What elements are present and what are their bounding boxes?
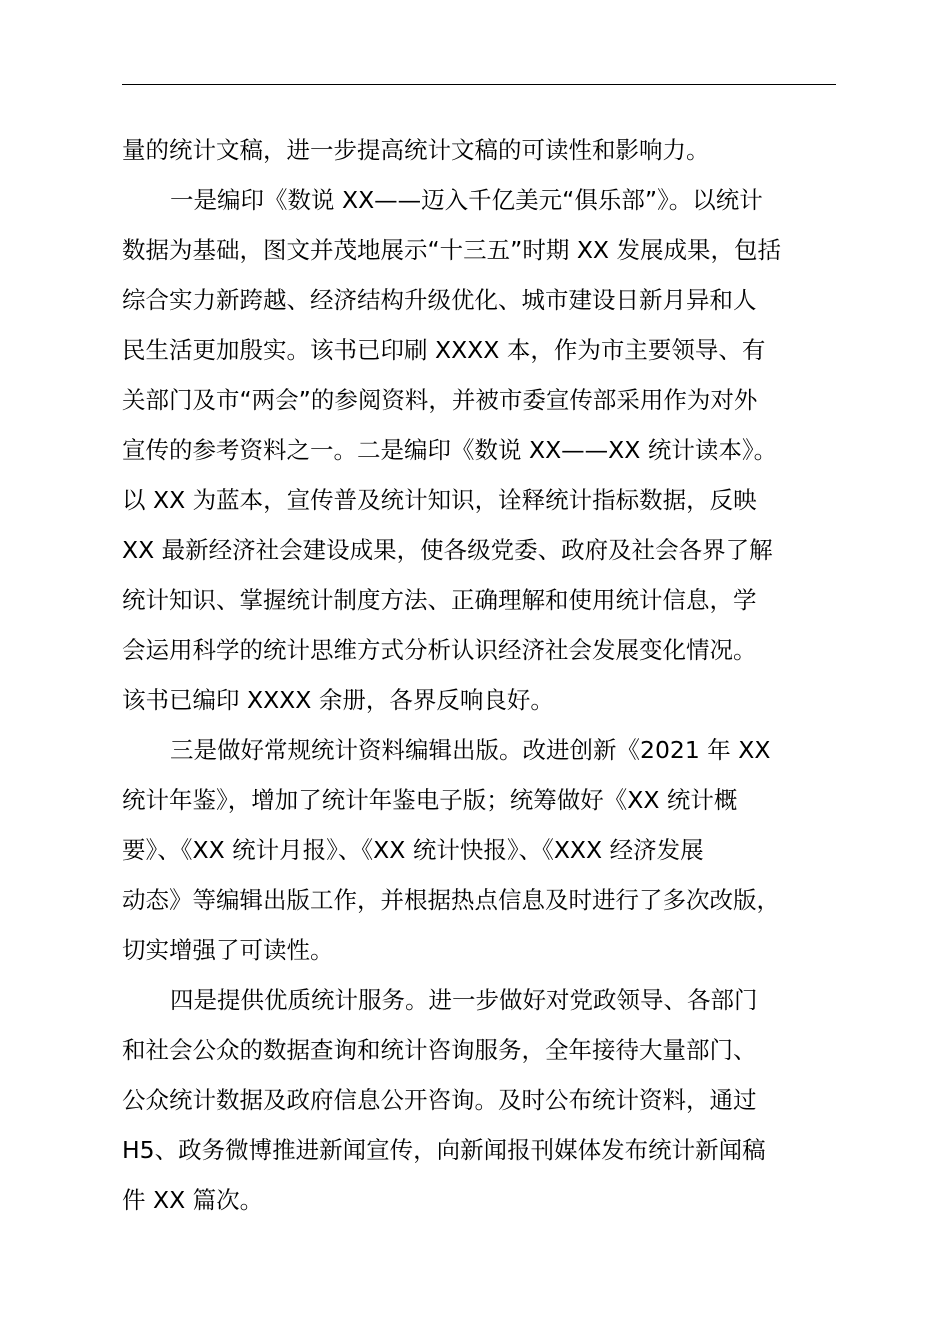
text-line: 一是编印《数说 XX——迈入千亿美元“俱乐部”》。以统计 <box>170 186 763 214</box>
text-line: 三是做好常规统计资料编辑出版。改进创新《2021 年 XX <box>170 736 771 764</box>
paragraph-fourth-item <box>122 975 836 1225</box>
text-line: 量的统计文稿，进一步提高统计文稿的可读性和影响力。 <box>122 136 710 164</box>
text-line: 四是提供优质统计服务。进一步做好对党政领导、各部门 <box>170 986 758 1014</box>
text-line: H5、政务微博推进新闻宣传，向新闻报刊媒体发布统计新闻稿 <box>122 1136 766 1164</box>
paragraph-third-item <box>122 725 836 975</box>
header-rule <box>122 84 836 85</box>
text-line: 要》、《XX 统计月报》、《XX 统计快报》、《XXX 经济发展 <box>122 836 704 864</box>
text-line: 宣传的参考资料之一。二是编印《数说 XX——XX 统计读本》。 <box>122 436 778 464</box>
text-line: 统计知识、掌握统计制度方法、正确理解和使用统计信息，学 <box>122 586 757 614</box>
text-line: 数据为基础，图文并茂地展示“十三五”时期 XX 发展成果，包括 <box>122 236 781 264</box>
text-line: 该书已编印 XXXX 余册，各界反响良好。 <box>122 686 554 714</box>
text-line: 会运用科学的统计思维方式分析认识经济社会发展变化情况。 <box>122 636 757 664</box>
text-line: 统计年鉴》，增加了统计年鉴电子版；统筹做好《XX 统计概 <box>122 786 738 814</box>
text-line: 公众统计数据及政府信息公开咨询。及时公布统计资料，通过 <box>122 1086 757 1114</box>
text-line: XX 最新经济社会建设成果，使各级党委、政府及社会各界了解 <box>122 536 773 564</box>
text-line: 综合实力新跨越、经济结构升级优化、城市建设日新月异和人 <box>122 286 757 314</box>
text-line: 以 XX 为蓝本，宣传普及统计知识，诠释统计指标数据，反映 <box>122 486 757 514</box>
text-line: 件 XX 篇次。 <box>122 1186 264 1214</box>
paragraph-first-item <box>122 175 836 725</box>
text-line: 关部门及市“两会”的参阅资料，并被市委宣传部采用作为对外 <box>122 386 758 414</box>
text-line: 切实增强了可读性。 <box>122 936 334 964</box>
document-body <box>122 125 836 1225</box>
text-line: 民生活更加殷实。该书已印刷 XXXX 本，作为市主要领导、有 <box>122 336 766 364</box>
text-line: 动态》等编辑出版工作，并根据热点信息及时进行了多次改版， <box>122 886 780 914</box>
paragraph-continuation <box>122 125 836 175</box>
text-line: 和社会公众的数据查询和统计咨询服务，全年接待大量部门、 <box>122 1036 757 1064</box>
